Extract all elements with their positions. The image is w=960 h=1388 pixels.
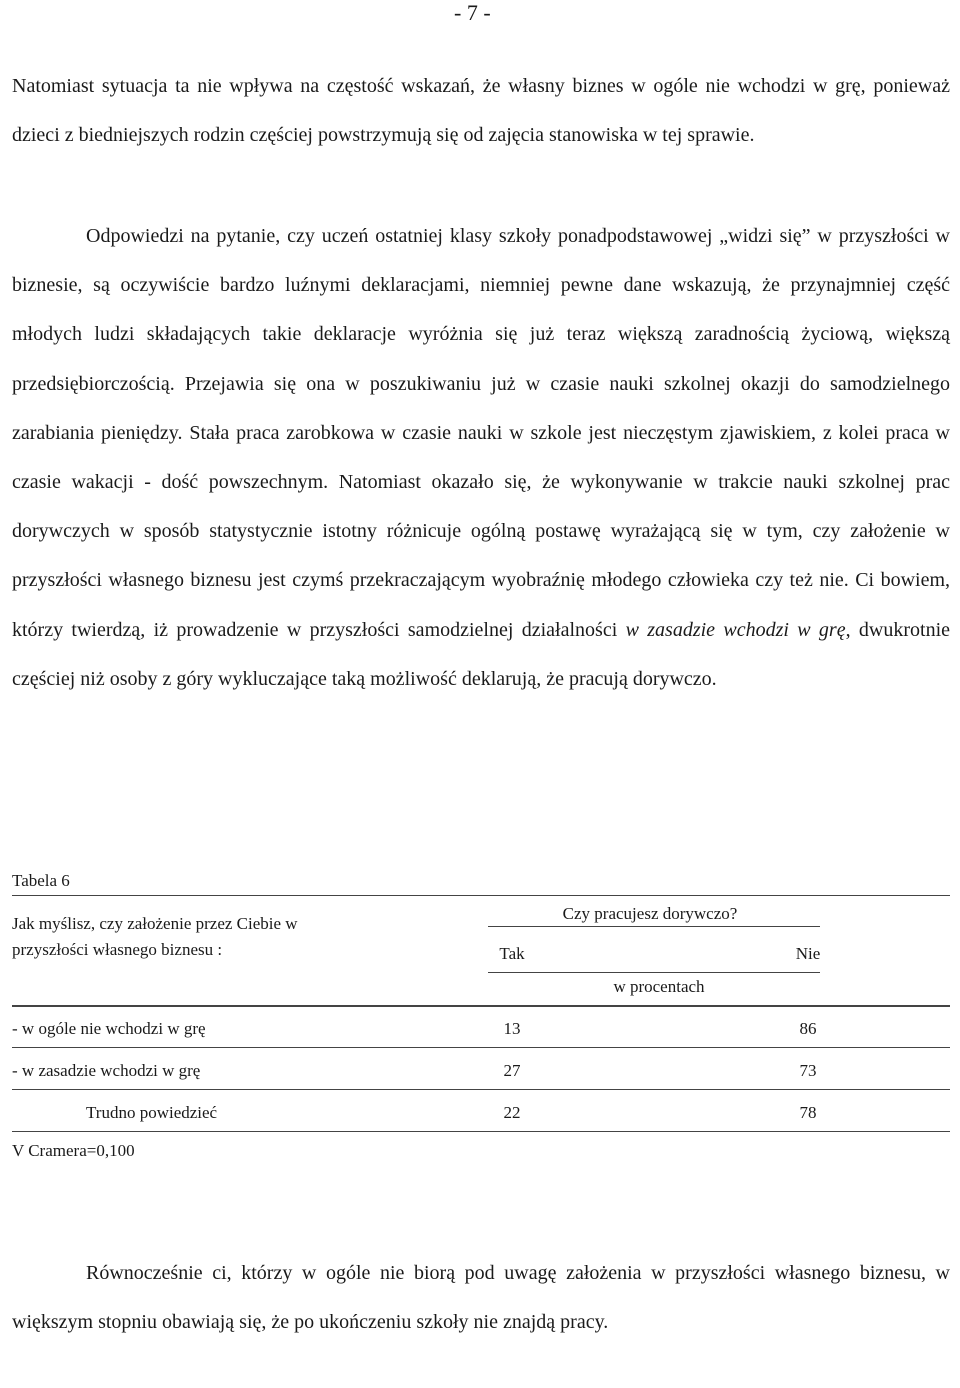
table-unit-label: w procentach (613, 977, 705, 996)
table-row-rule-1 (12, 1047, 950, 1048)
table-bottom-rule (12, 1131, 950, 1132)
table-caption: Tabela 6 (12, 871, 70, 890)
table-row-3-label: Trudno powiedzieć (86, 1103, 218, 1122)
table-row-2-label: - w zasadzie wchodzi w grę (12, 1061, 201, 1080)
table-row-2-yes: 27 (503, 1061, 521, 1080)
page-number: - 7 - (454, 0, 491, 25)
table-row-rule-2 (12, 1089, 950, 1090)
table-row-1-label: - w ogóle nie wchodzi w grę (12, 1019, 206, 1038)
table-group-rule (488, 926, 820, 927)
table-top-rule (12, 895, 950, 896)
table-footnote: V Cramera=0,100 (12, 1141, 135, 1160)
table-row-3-yes: 22 (503, 1103, 521, 1122)
table-unit-rule (488, 972, 820, 973)
paragraph-2-text-b: , dwukrotnie częściej niż osoby z góry wykluczające taką możliwość deklarują, że pracują dorywczo. (12, 618, 950, 690)
paragraph-2-text-a: Odpowiedzi na pytanie, czy uczeń ostatniej klasy szkoły ponadpodstawowej „widzi się” w przyszłości w biznesie, są oczywiście bardzo luźnymi deklaracjami, niemniej pewne dane wskazują, że przynajmniej część młodych ludzi składających takie deklaracje wyróżnia się już teraz większą zaradnością życiową, większą przedsiębiorczością. Przejawia się ona w poszukiwaniu już w czasie nauki szkolnej okazji do samodzielnego zarabiania pieniędzy. Stała praca zarobkowa w czasie nauki w szkole jest nieczęstym zjawiskiem, z kolei praca w czasie wakacji - dość powszechnym. Natomiast okazało się, że wykonywanie w trakcie nauki szkolnej prac dorywczych w sposób statystycznie istotny różnicuje ogólną postawę wyrażającą się w tym, czy założenie w przyszłości własnego biznesu jest czymś przekraczającym wyobraźnię młodego człowieka czy też nie. Ci bowiem, którzy twierdzą, iż prowadzenie w przyszłości samodzielnej działalności (12, 225, 950, 641)
paragraph-2 (12, 212, 950, 704)
paragraph-1: Natomiast sytuacja ta nie wpływa na częstość wskazań, że własny biznes w ogóle nie wchodzi w grę, ponieważ dzieci z biedniejszych rodzin częściej powstrzymują się od zajęcia stanowiska w tej sprawie. (12, 75, 950, 147)
table-row-2-no: 73 (799, 1061, 817, 1080)
table-row-3-no: 78 (799, 1103, 817, 1122)
paragraph-3: Równocześnie ci, którzy w ogóle nie biorą pod uwagę założenia w przyszłości własnego biznesu, w większym stopniu obawiają się, że po ukończeniu szkoły nie znajdą pracy. (12, 1262, 950, 1334)
paragraph-2-emphasis: w zasadzie wchodzi w grę (625, 618, 846, 641)
table-group-header: Czy pracujesz dorywczo? (562, 904, 738, 923)
table-col-no: Nie (795, 944, 821, 963)
table-row-1-no: 86 (799, 1019, 817, 1038)
table-row-1-yes: 13 (503, 1019, 521, 1038)
table-header-rule (12, 1005, 950, 1007)
table-question: Jak myślisz, czy założenie przez Ciebie w przyszłości własnego biznesu : (12, 914, 298, 959)
table-col-yes: Tak (499, 944, 525, 963)
